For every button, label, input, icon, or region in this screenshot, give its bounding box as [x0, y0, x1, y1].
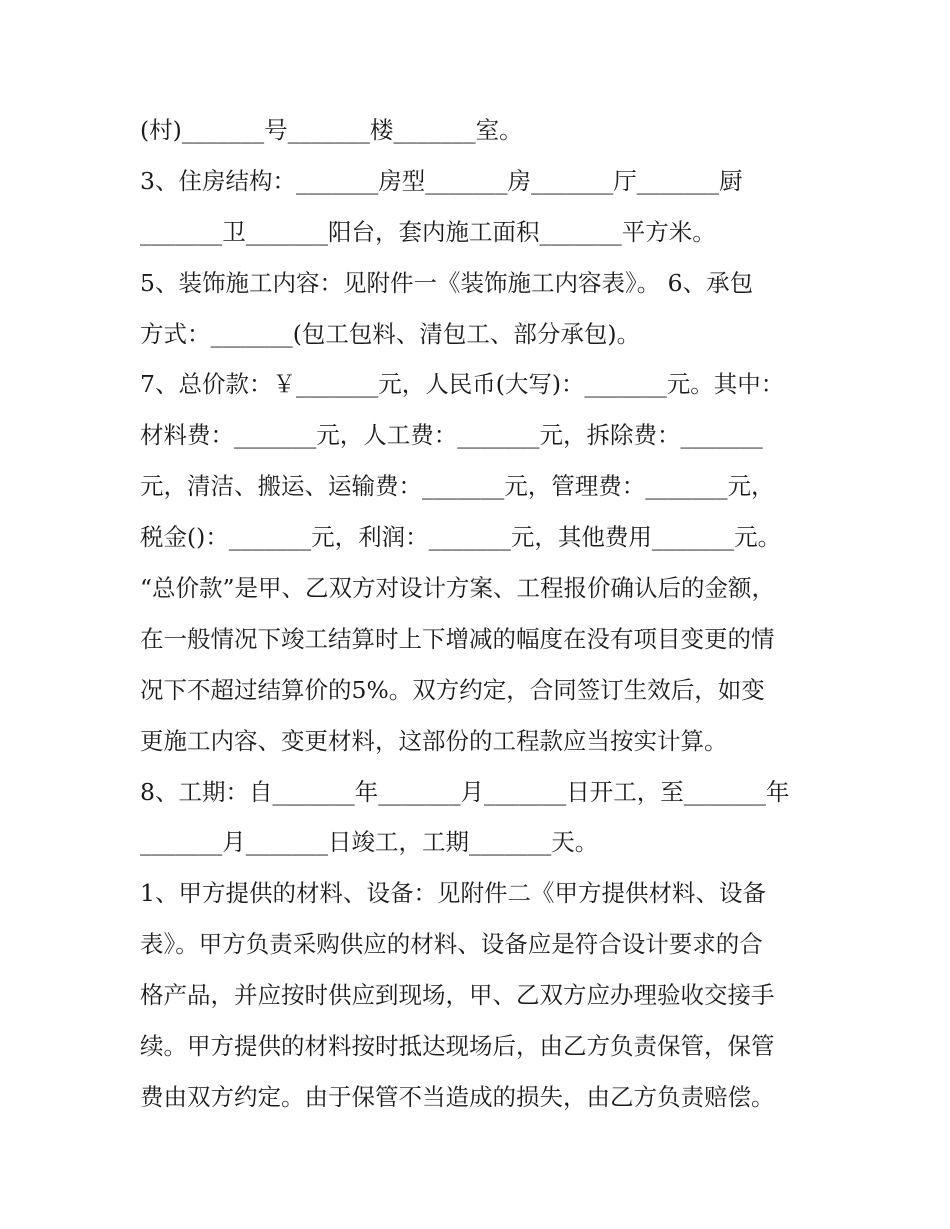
text-line: 7、总价款：￥_______元，人民币(大写)：_______元。其中：	[140, 370, 785, 399]
text-line: 在一般情况下竣工结算时上下增减的幅度在没有项目变更的情	[140, 624, 775, 653]
text-line: 格产品，并应按时供应到现场，甲、乙双方应办理验收交接手	[140, 981, 775, 1010]
text-line: _______月_______日竣工，工期_______天。	[140, 828, 599, 857]
text-line: 元，清洁、搬运、运输费：_______元，管理费：_______元，	[140, 472, 775, 501]
text-line: 更施工内容、变更材料，这部份的工程款应当按实计算。	[140, 726, 728, 755]
text-line: 况下不超过结算价的5%。双方约定，合同签订生效后，如变	[140, 675, 765, 704]
text-line: 费由双方约定。由于保管不当造成的损失，由乙方负责赔偿。	[140, 1082, 775, 1111]
contract-text	[140, 105, 820, 1123]
text-line: 材料费：_______元，人工费：_______元，拆除费：_______	[140, 421, 763, 450]
text-line: 续。甲方提供的材料按时抵达现场后，由乙方负责保管，保管	[140, 1032, 775, 1061]
text-line: “总价款”是甲、乙双方对设计方案、工程报价确认后的金额，	[140, 574, 776, 603]
text-line: 1、甲方提供的材料、设备：见附件二《甲方提供材料、设备	[140, 879, 766, 908]
text-line: 表》。甲方负责采购供应的材料、设备应是符合设计要求的合	[140, 930, 763, 959]
text-line: _______卫_______阳台，套内施工面积_______平方米。	[140, 217, 716, 246]
text-line: 5、装饰施工内容：见附件一《装饰施工内容表》。 6、承包	[140, 268, 754, 297]
text-line: 方式：_______(包工包料、清包工、部分承包)。	[140, 319, 641, 348]
text-line: 3、住房结构：_______房型_______房_______厅_______厨	[140, 166, 743, 195]
text-line: 8、工期：自_______年_______月_______日开工，至_______年	[140, 777, 790, 806]
text-line: (村)_______号_______楼_______室。	[140, 116, 523, 144]
text-line: 税金()：_______元，利润：_______元，其他费用_______元。	[140, 523, 782, 552]
